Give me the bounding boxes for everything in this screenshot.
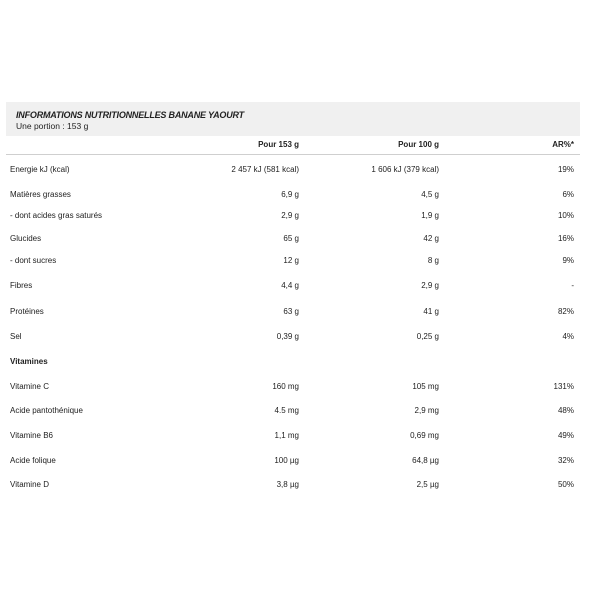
value-per-100g: 41 g [423, 307, 439, 316]
nutrient-label: Energie kJ (kcal) [10, 164, 70, 174]
nutrient-label: Protéines [10, 307, 44, 316]
table-row [6, 299, 580, 324]
nutrition-table [6, 136, 580, 495]
nutrient-label: Vitamine B6 [10, 431, 53, 440]
table-row [6, 226, 580, 250]
value-per-100g: 1 606 kJ (379 kcal) [371, 164, 439, 174]
value-per-portion: 3,8 µg [276, 479, 299, 489]
value-per-100g: 0,25 g [416, 332, 439, 341]
table-row [6, 448, 580, 473]
value-per-portion: 6,9 g [281, 190, 299, 199]
nutrient-label: Sel [10, 332, 22, 341]
table-row [6, 423, 580, 448]
value-ar-percent: - [571, 280, 574, 290]
table-row [6, 398, 580, 423]
portion-size: Une portion : 153 g [16, 121, 89, 131]
value-per-portion: 1,1 mg [274, 431, 299, 440]
nutrient-label: Matières grasses [10, 190, 71, 199]
nutrition-header [6, 102, 580, 136]
column-header-ar: AR%* [441, 136, 580, 154]
value-per-portion: 65 g [283, 233, 299, 243]
value-per-100g: 2,9 mg [414, 406, 439, 415]
value-ar-percent: 32% [557, 456, 574, 465]
value-per-100g: 2,9 g [421, 280, 439, 290]
value-per-portion: 4,4 g [281, 280, 299, 290]
value-per-portion: 0,39 g [276, 332, 299, 341]
value-per-100g: 2,5 µg [416, 479, 439, 489]
nutrient-label: Vitamine C [10, 381, 49, 391]
value-per-100g: 4,5 g [421, 190, 439, 199]
value-per-100g: 105 mg [412, 381, 439, 391]
nutrient-label: - dont acides gras saturés [10, 211, 103, 220]
value-per-100g: 8 g [427, 256, 439, 265]
value-per-portion: 100 µg [274, 456, 299, 465]
value-ar-percent: 82% [557, 307, 574, 316]
table-header-row [6, 136, 580, 154]
value-ar-percent: 19% [557, 164, 574, 174]
nutrient-label: - dont sucres [10, 256, 57, 265]
nutrient-label: Vitamine D [10, 479, 49, 489]
value-per-portion: 4.5 mg [274, 406, 299, 415]
value-per-portion: 160 mg [272, 381, 299, 391]
table-row [6, 349, 580, 374]
value-per-100g: 1,9 g [421, 211, 439, 220]
value-per-portion: 2 457 kJ (581 kcal) [231, 164, 299, 174]
value-ar-percent: 10% [557, 211, 574, 220]
value-per-portion: 12 g [283, 256, 299, 265]
value-ar-percent: 6% [562, 190, 574, 199]
table-row [6, 205, 580, 226]
value-per-100g: 64,8 µg [412, 456, 439, 465]
value-per-100g [301, 349, 441, 374]
value-ar-percent [441, 349, 580, 374]
table-row [6, 184, 580, 205]
value-per-portion [196, 349, 301, 374]
nutrition-rows [6, 154, 580, 495]
nutrition-panel [6, 102, 580, 495]
nutrient-label: Acide folique [10, 456, 56, 465]
nutrient-label: Vitamines [10, 357, 48, 366]
nutrient-label: Fibres [10, 280, 33, 290]
column-header-portion: Pour 153 g [196, 136, 301, 154]
value-per-portion: 63 g [283, 307, 299, 316]
nutrient-label: Acide pantothénique [10, 406, 83, 415]
value-ar-percent: 4% [562, 332, 574, 341]
value-ar-percent: 50% [557, 479, 574, 489]
nutrient-label: Glucides [10, 233, 42, 243]
table-row [6, 374, 580, 398]
value-per-100g: 42 g [423, 233, 439, 243]
nutrition-title: INFORMATIONS NUTRITIONNELLES BANANE YAOURT [16, 110, 244, 120]
value-ar-percent: 9% [562, 256, 574, 265]
value-ar-percent: 16% [557, 233, 574, 243]
value-ar-percent: 48% [557, 406, 574, 415]
value-per-portion: 2,9 g [281, 211, 299, 220]
value-per-100g: 0,69 mg [410, 431, 439, 440]
table-row [6, 324, 580, 349]
value-ar-percent: 49% [557, 431, 574, 440]
table-row [6, 473, 580, 495]
column-header-per-100g: Pour 100 g [301, 136, 441, 154]
table-row [6, 271, 580, 299]
value-ar-percent: 131% [553, 381, 574, 391]
column-header-nutrient [6, 136, 196, 154]
table-row [6, 250, 580, 271]
table-row [6, 154, 580, 184]
